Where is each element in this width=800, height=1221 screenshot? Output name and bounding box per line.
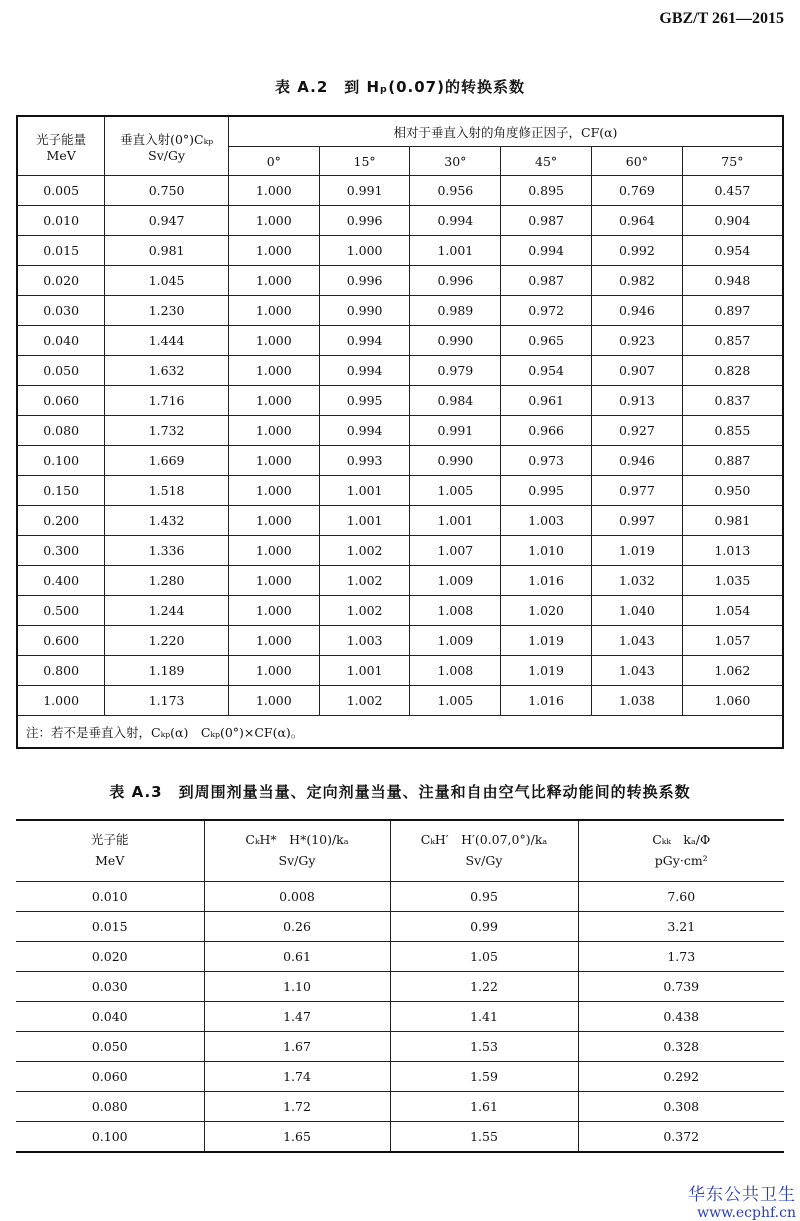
table-row bbox=[17, 326, 783, 356]
table-cell: 1.001 bbox=[410, 506, 501, 536]
table-cell: 0.990 bbox=[410, 446, 501, 476]
table-cell: 1.000 bbox=[17, 686, 105, 716]
table-cell: 1.65 bbox=[204, 1122, 390, 1153]
table-a3 bbox=[16, 819, 784, 1153]
table-cell: 0.927 bbox=[592, 416, 683, 446]
table-cell: 0.030 bbox=[17, 296, 105, 326]
table-cell: 0.600 bbox=[17, 626, 105, 656]
table-cell: 0.887 bbox=[682, 446, 783, 476]
col-header bbox=[390, 820, 578, 882]
table-cell: 1.001 bbox=[410, 236, 501, 266]
table-cell: 1.062 bbox=[682, 656, 783, 686]
table-row bbox=[16, 972, 784, 1002]
table-cell: 0.015 bbox=[17, 236, 105, 266]
table-cell: 0.080 bbox=[17, 416, 105, 446]
watermark bbox=[688, 1180, 796, 1221]
table-cell: 0.010 bbox=[17, 206, 105, 236]
table-row bbox=[17, 506, 783, 536]
table-cell: 0.008 bbox=[204, 882, 390, 912]
table-cell: 1.045 bbox=[105, 266, 229, 296]
table-cell: 1.000 bbox=[228, 686, 319, 716]
table-cell: 1.000 bbox=[228, 596, 319, 626]
table-cell: 0.99 bbox=[390, 912, 578, 942]
table-cell: 0.950 bbox=[682, 476, 783, 506]
table-cell: 1.032 bbox=[592, 566, 683, 596]
table-cell: 0.990 bbox=[410, 326, 501, 356]
col-header-line: 光子能 bbox=[90, 832, 129, 848]
table-cell: 1.000 bbox=[228, 206, 319, 236]
table-cell: 1.057 bbox=[682, 626, 783, 656]
col-header-angle: 45° bbox=[501, 147, 592, 176]
table-cell: 0.308 bbox=[578, 1092, 784, 1122]
table-cell: 1.000 bbox=[228, 536, 319, 566]
table-cell: 1.035 bbox=[682, 566, 783, 596]
table-cell: 1.518 bbox=[105, 476, 229, 506]
table-cell: 0.987 bbox=[501, 266, 592, 296]
table-cell: 0.855 bbox=[682, 416, 783, 446]
col-header-correction-group: 相对于垂直入射的角度修正因子，CF(α) bbox=[228, 116, 783, 147]
table-cell: 1.000 bbox=[228, 236, 319, 266]
table-row bbox=[17, 236, 783, 266]
table-cell: 1.019 bbox=[501, 626, 592, 656]
table-cell: 0.991 bbox=[410, 416, 501, 446]
table-cell: 1.002 bbox=[319, 536, 410, 566]
table-cell: 0.994 bbox=[319, 416, 410, 446]
table-cell: 1.000 bbox=[228, 656, 319, 686]
table-cell: 0.981 bbox=[105, 236, 229, 266]
table-cell: 0.769 bbox=[592, 176, 683, 206]
table-cell: 0.020 bbox=[16, 942, 204, 972]
table-cell: 1.008 bbox=[410, 596, 501, 626]
table-cell: 0.923 bbox=[592, 326, 683, 356]
table-cell: 1.220 bbox=[105, 626, 229, 656]
table-cell: 1.244 bbox=[105, 596, 229, 626]
col-header-line: Sv/Gy bbox=[465, 853, 503, 868]
table-cell: 0.997 bbox=[592, 506, 683, 536]
table-cell: 0.996 bbox=[319, 206, 410, 236]
table-cell: 1.000 bbox=[228, 476, 319, 506]
table-cell: 1.73 bbox=[578, 942, 784, 972]
table-cell: 1.173 bbox=[105, 686, 229, 716]
table-cell: 3.21 bbox=[578, 912, 784, 942]
table-cell: 1.038 bbox=[592, 686, 683, 716]
col-header-ckp: 垂直入射(0°)Cₖₚ Sv/Gy bbox=[105, 116, 229, 176]
table-cell: 0.961 bbox=[501, 386, 592, 416]
table-cell: 1.008 bbox=[410, 656, 501, 686]
table-cell: 1.003 bbox=[319, 626, 410, 656]
col-header-line: MeV bbox=[95, 853, 125, 868]
table-cell: 0.994 bbox=[319, 356, 410, 386]
table-cell: 0.966 bbox=[501, 416, 592, 446]
table-cell: 0.956 bbox=[410, 176, 501, 206]
table-cell: 0.987 bbox=[501, 206, 592, 236]
table-cell: 0.61 bbox=[204, 942, 390, 972]
table-a2-note: 注：若不是垂直入射，Cₖₚ(α) Cₖₚ(0°)×CF(α)。 bbox=[17, 716, 783, 749]
table-cell: 0.750 bbox=[105, 176, 229, 206]
table-cell: 0.26 bbox=[204, 912, 390, 942]
table-cell: 1.000 bbox=[228, 506, 319, 536]
table-cell: 1.019 bbox=[592, 536, 683, 566]
table-cell: 1.016 bbox=[501, 686, 592, 716]
table-cell: 0.992 bbox=[592, 236, 683, 266]
table-cell: 0.981 bbox=[682, 506, 783, 536]
table-cell: 0.030 bbox=[16, 972, 204, 1002]
table-cell: 0.948 bbox=[682, 266, 783, 296]
table-row bbox=[16, 1062, 784, 1092]
table-cell: 1.632 bbox=[105, 356, 229, 386]
table-cell: 1.002 bbox=[319, 566, 410, 596]
table-cell: 0.457 bbox=[682, 176, 783, 206]
table-cell: 1.74 bbox=[204, 1062, 390, 1092]
table-row bbox=[16, 882, 784, 912]
table-cell: 0.400 bbox=[17, 566, 105, 596]
table-row bbox=[16, 1092, 784, 1122]
table-cell: 0.739 bbox=[578, 972, 784, 1002]
table-cell: 1.67 bbox=[204, 1032, 390, 1062]
table-cell: 1.41 bbox=[390, 1002, 578, 1032]
table-cell: 0.991 bbox=[319, 176, 410, 206]
table-cell: 0.947 bbox=[105, 206, 229, 236]
table-cell: 1.016 bbox=[501, 566, 592, 596]
table-cell: 1.59 bbox=[390, 1062, 578, 1092]
table-row bbox=[17, 536, 783, 566]
table-cell: 0.020 bbox=[17, 266, 105, 296]
table-cell: 0.994 bbox=[319, 326, 410, 356]
table-cell: 1.043 bbox=[592, 656, 683, 686]
table-a2 bbox=[16, 115, 784, 749]
table-cell: 1.000 bbox=[228, 176, 319, 206]
table-row bbox=[17, 566, 783, 596]
table-cell: 0.328 bbox=[578, 1032, 784, 1062]
table-cell: 0.946 bbox=[592, 446, 683, 476]
table-cell: 1.000 bbox=[319, 236, 410, 266]
col-header-line: Sv/Gy bbox=[278, 853, 316, 868]
table-row bbox=[16, 942, 784, 972]
table-cell: 0.010 bbox=[16, 882, 204, 912]
table-cell: 1.013 bbox=[682, 536, 783, 566]
table-cell: 1.043 bbox=[592, 626, 683, 656]
table-cell: 0.100 bbox=[17, 446, 105, 476]
table-cell: 0.964 bbox=[592, 206, 683, 236]
table-cell: 0.996 bbox=[410, 266, 501, 296]
col-header-energy: 光子能量 MeV bbox=[17, 116, 105, 176]
table-cell: 0.989 bbox=[410, 296, 501, 326]
table-cell: 0.050 bbox=[16, 1032, 204, 1062]
table-cell: 1.002 bbox=[319, 596, 410, 626]
table-cell: 1.020 bbox=[501, 596, 592, 626]
table-cell: 1.000 bbox=[228, 626, 319, 656]
table-cell: 1.10 bbox=[204, 972, 390, 1002]
table-cell: 1.53 bbox=[390, 1032, 578, 1062]
table-cell: 0.372 bbox=[578, 1122, 784, 1153]
col-header bbox=[578, 820, 784, 882]
table-cell: 1.000 bbox=[228, 566, 319, 596]
table-cell: 1.054 bbox=[682, 596, 783, 626]
col-header-angle: 15° bbox=[319, 147, 410, 176]
col-header-line: CₖH′ H′(0.07,0°)/kₐ bbox=[420, 832, 548, 848]
table-row bbox=[16, 1122, 784, 1153]
table-cell: 1.000 bbox=[228, 446, 319, 476]
table-cell: 1.009 bbox=[410, 566, 501, 596]
table-cell: 1.72 bbox=[204, 1092, 390, 1122]
table-cell: 0.895 bbox=[501, 176, 592, 206]
table-row bbox=[17, 446, 783, 476]
table-cell: 0.150 bbox=[17, 476, 105, 506]
table-a2-caption: 表 A.2 到 Hₚ(0.07)的转换系数 bbox=[275, 78, 525, 96]
watermark-name: 华东公共卫生 bbox=[688, 1185, 796, 1205]
table-cell: 0.080 bbox=[16, 1092, 204, 1122]
col-header-angle: 0° bbox=[228, 147, 319, 176]
table-cell: 0.828 bbox=[682, 356, 783, 386]
table-cell: 0.300 bbox=[17, 536, 105, 566]
table-cell: 0.015 bbox=[16, 912, 204, 942]
table-row bbox=[17, 266, 783, 296]
table-cell: 0.800 bbox=[17, 656, 105, 686]
table-row bbox=[17, 596, 783, 626]
table-cell: 1.001 bbox=[319, 476, 410, 506]
table-cell: 0.438 bbox=[578, 1002, 784, 1032]
col-header-angle: 60° bbox=[592, 147, 683, 176]
table-row bbox=[16, 912, 784, 942]
table-cell: 1.669 bbox=[105, 446, 229, 476]
table-row bbox=[17, 356, 783, 386]
table-cell: 1.22 bbox=[390, 972, 578, 1002]
table-row bbox=[17, 416, 783, 446]
table-cell: 0.954 bbox=[501, 356, 592, 386]
table-cell: 1.007 bbox=[410, 536, 501, 566]
table-cell: 0.965 bbox=[501, 326, 592, 356]
table-cell: 1.716 bbox=[105, 386, 229, 416]
table-cell: 0.995 bbox=[319, 386, 410, 416]
table-cell: 1.280 bbox=[105, 566, 229, 596]
table-cell: 1.010 bbox=[501, 536, 592, 566]
document-code: GBZ/T 261—2015 bbox=[659, 10, 784, 27]
col-header-line: CₖH* H*(10)/kₐ bbox=[245, 832, 349, 848]
table-cell: 0.972 bbox=[501, 296, 592, 326]
table-cell: 1.003 bbox=[501, 506, 592, 536]
table-cell: 1.019 bbox=[501, 656, 592, 686]
table-cell: 1.002 bbox=[319, 686, 410, 716]
table-cell: 0.904 bbox=[682, 206, 783, 236]
table-cell: 1.005 bbox=[410, 476, 501, 506]
table-row bbox=[17, 296, 783, 326]
table-cell: 0.060 bbox=[16, 1062, 204, 1092]
table-cell: 0.907 bbox=[592, 356, 683, 386]
table-cell: 0.100 bbox=[16, 1122, 204, 1153]
table-cell: 1.230 bbox=[105, 296, 229, 326]
table-cell: 1.000 bbox=[228, 296, 319, 326]
table-cell: 0.993 bbox=[319, 446, 410, 476]
table-cell: 0.913 bbox=[592, 386, 683, 416]
table-cell: 0.996 bbox=[319, 266, 410, 296]
table-row bbox=[17, 176, 783, 206]
table-cell: 1.001 bbox=[319, 656, 410, 686]
col-header bbox=[16, 820, 204, 882]
table-cell: 1.001 bbox=[319, 506, 410, 536]
table-row bbox=[17, 206, 783, 236]
table-cell: 0.977 bbox=[592, 476, 683, 506]
table-cell: 1.432 bbox=[105, 506, 229, 536]
table-cell: 1.009 bbox=[410, 626, 501, 656]
table-cell: 1.000 bbox=[228, 416, 319, 446]
col-header-line: Cₖₖ kₐ/Φ bbox=[652, 832, 711, 848]
watermark-url: www.ecphf.cn bbox=[697, 1205, 796, 1221]
col-header bbox=[204, 820, 390, 882]
table-cell: 0.994 bbox=[410, 206, 501, 236]
col-header-line: pGy·cm² bbox=[654, 853, 708, 868]
table-row bbox=[17, 656, 783, 686]
table-row bbox=[17, 386, 783, 416]
table-cell: 1.060 bbox=[682, 686, 783, 716]
table-cell: 0.060 bbox=[17, 386, 105, 416]
table-cell: 1.55 bbox=[390, 1122, 578, 1153]
table-cell: 1.000 bbox=[228, 266, 319, 296]
table-cell: 1.000 bbox=[228, 326, 319, 356]
table-cell: 1.000 bbox=[228, 356, 319, 386]
table-cell: 0.973 bbox=[501, 446, 592, 476]
table-cell: 0.990 bbox=[319, 296, 410, 326]
table-cell: 0.954 bbox=[682, 236, 783, 266]
table-cell: 7.60 bbox=[578, 882, 784, 912]
table-row bbox=[17, 476, 783, 506]
table-cell: 0.979 bbox=[410, 356, 501, 386]
table-cell: 1.61 bbox=[390, 1092, 578, 1122]
table-row bbox=[16, 1032, 784, 1062]
table-cell: 0.995 bbox=[501, 476, 592, 506]
table-cell: 0.95 bbox=[390, 882, 578, 912]
table-cell: 0.982 bbox=[592, 266, 683, 296]
table-cell: 1.444 bbox=[105, 326, 229, 356]
table-cell: 1.336 bbox=[105, 536, 229, 566]
table-cell: 1.000 bbox=[228, 386, 319, 416]
table-cell: 0.946 bbox=[592, 296, 683, 326]
table-row bbox=[16, 1002, 784, 1032]
table-cell: 0.005 bbox=[17, 176, 105, 206]
table-cell: 0.857 bbox=[682, 326, 783, 356]
col-header-angle: 30° bbox=[410, 147, 501, 176]
table-cell: 0.994 bbox=[501, 236, 592, 266]
table-cell: 0.040 bbox=[17, 326, 105, 356]
table-cell: 1.47 bbox=[204, 1002, 390, 1032]
table-cell: 0.500 bbox=[17, 596, 105, 626]
table-cell: 0.897 bbox=[682, 296, 783, 326]
table-row bbox=[17, 626, 783, 656]
table-cell: 0.040 bbox=[16, 1002, 204, 1032]
table-cell: 0.200 bbox=[17, 506, 105, 536]
col-header-angle: 75° bbox=[682, 147, 783, 176]
table-cell: 1.05 bbox=[390, 942, 578, 972]
table-cell: 0.050 bbox=[17, 356, 105, 386]
table-cell: 0.837 bbox=[682, 386, 783, 416]
table-row bbox=[17, 686, 783, 716]
table-cell: 0.292 bbox=[578, 1062, 784, 1092]
table-cell: 1.189 bbox=[105, 656, 229, 686]
table-a3-caption: 表 A.3 到周围剂量当量、定向剂量当量、注量和自由空气比释动能间的转换系数 bbox=[109, 783, 691, 801]
table-cell: 0.984 bbox=[410, 386, 501, 416]
table-cell: 1.732 bbox=[105, 416, 229, 446]
table-cell: 1.040 bbox=[592, 596, 683, 626]
table-cell: 1.005 bbox=[410, 686, 501, 716]
